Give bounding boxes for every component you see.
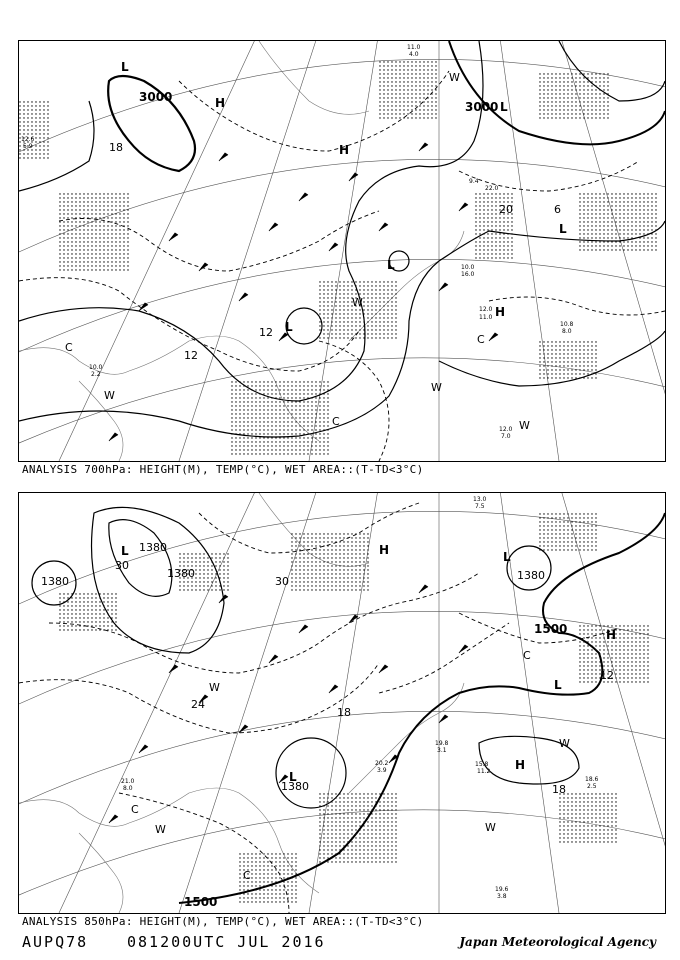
contour-label: 30 xyxy=(275,575,289,588)
warm-mark: W xyxy=(559,737,570,750)
svg-text:11.0: 11.0 xyxy=(407,44,421,51)
svg-text:16.0: 16.0 xyxy=(461,271,475,278)
contour-label: 3000 xyxy=(465,100,499,114)
valid-time: 081200UTC JUL 2016 xyxy=(127,933,326,951)
contour-label: 18 xyxy=(337,706,351,719)
contour-label: 20 xyxy=(499,203,513,216)
agency-credit: Japan Meteorological Agency xyxy=(459,935,656,949)
svg-text:3.9: 3.9 xyxy=(377,767,387,774)
contour-label: 1380 xyxy=(281,780,309,793)
map-700hpa-canvas xyxy=(19,41,665,461)
low-center: L xyxy=(121,60,129,74)
contour-label: 1380 xyxy=(517,569,545,582)
svg-text:22.0: 22.0 xyxy=(485,185,499,192)
svg-text:2.2: 2.2 xyxy=(91,371,101,378)
warm-mark: W xyxy=(104,389,115,402)
svg-text:12.0: 12.0 xyxy=(479,306,493,313)
cold-mark: C xyxy=(523,649,531,662)
svg-text:5.9: 5.9 xyxy=(23,143,33,150)
map-850hpa xyxy=(18,492,666,914)
low-center: L xyxy=(500,100,508,114)
svg-text:4.0: 4.0 xyxy=(409,51,419,58)
svg-text:8.0: 8.0 xyxy=(123,785,133,792)
svg-text:3.8: 3.8 xyxy=(497,893,507,900)
low-center: L xyxy=(387,258,395,272)
low-center: L xyxy=(554,678,562,692)
contour-label: 12 xyxy=(259,326,273,339)
high-center: H xyxy=(379,543,390,557)
svg-text:19.8: 19.8 xyxy=(435,740,449,747)
warm-mark: W xyxy=(449,71,460,84)
high-center: H xyxy=(515,758,526,772)
svg-text:7.0: 7.0 xyxy=(501,433,511,440)
cold-mark: C xyxy=(243,869,251,882)
contour-label: 18 xyxy=(109,141,123,154)
svg-text:12.6: 12.6 xyxy=(21,136,35,143)
svg-text:15.8: 15.8 xyxy=(475,761,489,768)
contour-label: 1380 xyxy=(41,575,69,588)
wet-areas xyxy=(59,513,649,903)
warm-mark: W xyxy=(209,681,220,694)
svg-text:12.0: 12.0 xyxy=(499,426,513,433)
contour-label: 12 xyxy=(600,669,614,682)
svg-text:11.2: 11.2 xyxy=(477,768,491,775)
contour-label: 30 xyxy=(115,559,129,572)
svg-text:11.0: 11.0 xyxy=(479,314,493,321)
contour-label: 1500 xyxy=(184,895,218,909)
high-center: H xyxy=(606,628,617,642)
high-center: H xyxy=(215,96,226,110)
svg-text:10.8: 10.8 xyxy=(560,321,574,328)
svg-text:19.6: 19.6 xyxy=(495,886,509,893)
low-center: L xyxy=(289,770,297,784)
low-center: L xyxy=(503,550,511,564)
cold-mark: C xyxy=(477,333,485,346)
warm-mark: W xyxy=(519,419,530,432)
svg-text:3.1: 3.1 xyxy=(437,747,447,754)
cold-mark: C xyxy=(65,341,73,354)
map-700hpa-caption: ANALYSIS 700hPa: HEIGHT(M), TEMP(°C), WET AREA::(T-TD<3°C) xyxy=(22,463,424,476)
svg-text:10.0: 10.0 xyxy=(89,364,103,371)
warm-mark: W xyxy=(155,823,166,836)
cold-mark: C xyxy=(332,415,340,428)
svg-text:10.0: 10.0 xyxy=(461,264,475,271)
svg-text:8.0: 8.0 xyxy=(562,328,572,335)
contour-label: 1500 xyxy=(534,622,568,636)
map-700hpa xyxy=(18,40,666,462)
contour-label: 12 xyxy=(184,349,198,362)
svg-text:13.0: 13.0 xyxy=(473,496,487,503)
svg-text:20.2: 20.2 xyxy=(375,760,389,767)
svg-text:21.0: 21.0 xyxy=(121,778,135,785)
high-center: H xyxy=(339,143,350,157)
contour-label: 1380 xyxy=(167,567,195,580)
high-center: H xyxy=(495,305,506,319)
svg-text:9.4: 9.4 xyxy=(469,178,479,185)
low-center: L xyxy=(559,222,567,236)
map-850hpa-caption: ANALYSIS 850hPa: HEIGHT(M), TEMP(°C), WET AREA::(T-TD<3°C) xyxy=(22,915,424,928)
warm-mark: W xyxy=(485,821,496,834)
warm-mark: W xyxy=(431,381,442,394)
cold-mark: C xyxy=(131,803,139,816)
warm-mark: W xyxy=(352,296,363,309)
low-center: L xyxy=(285,320,293,334)
contour-label: 3000 xyxy=(139,90,173,104)
low-center: L xyxy=(121,544,129,558)
contour-label: 1380 xyxy=(139,541,167,554)
svg-text:2.5: 2.5 xyxy=(587,783,597,790)
contour-label: 24 xyxy=(191,698,205,711)
svg-text:18.6: 18.6 xyxy=(585,776,599,783)
svg-text:7.5: 7.5 xyxy=(475,503,485,510)
contour-label: 18 xyxy=(552,783,566,796)
chart-code: AUPQ78 xyxy=(22,933,89,951)
map-850hpa-canvas xyxy=(19,493,665,913)
contour-label: 6 xyxy=(554,203,561,216)
